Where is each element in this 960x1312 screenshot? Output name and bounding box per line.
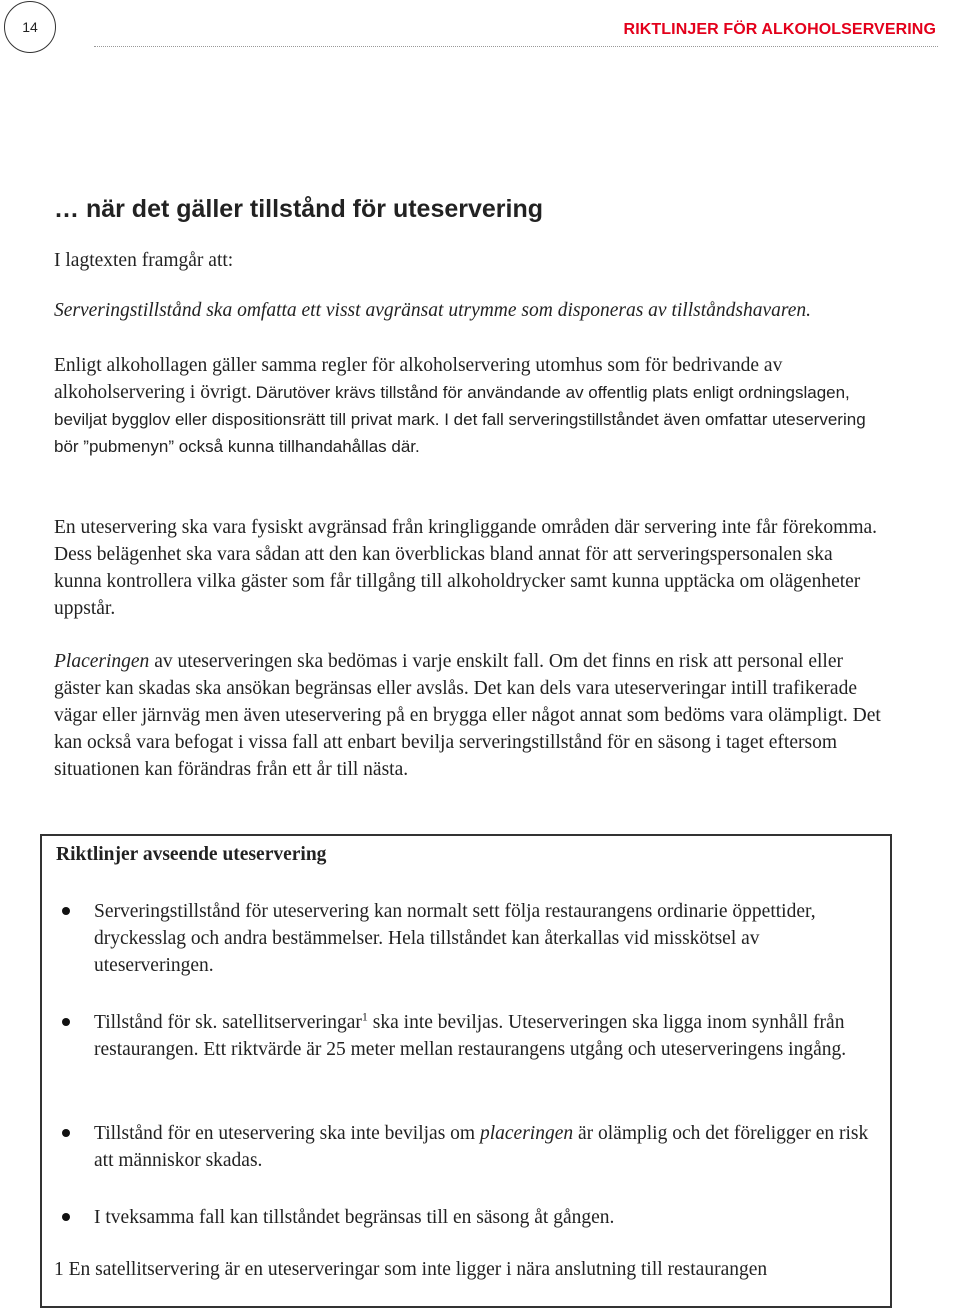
- guideline-text-part: ska inte beviljas. Uteserveringen ska ligga inom synhåll från restaurangen. Ett riktvärde är 25 meter mellan restaurangens utgång och uteserveringens ingång.: [94, 1012, 847, 1060]
- running-title: RIKTLINJER FÖR ALKOHOLSERVERING: [623, 21, 936, 38]
- placement-rest: av uteserveringen ska bedömas i varje enskilt fall. Om det finns en risk att personal eller gäster kan skadas ska ansökan begränsas eller avslås. Det kan dels vara uteserveringar intill trafikerade vägar eller järnväg men även uteservering på en brygga eller något annat som bedöms vara olämpligt. Det kan också vara befogat i vissa fall att enbart bevilja serveringstillstånd för en säsong i taget eftersom situationen kan förändras från ett år till nästa.: [54, 651, 881, 780]
- guideline-text-part: är olämplig och det föreligger en risk att människor skadas.: [94, 1123, 869, 1171]
- page-number: 14: [22, 19, 38, 35]
- footnote-mark: 1: [54, 1259, 64, 1280]
- paragraph-placement: [54, 648, 884, 783]
- section-heading: … när det gäller tillstånd för uteservering: [54, 195, 544, 223]
- footnote-reference: 1: [361, 1009, 368, 1024]
- guideline-text: [94, 1120, 884, 1174]
- paragraph-alcohol-law-serif: Enligt alkohollagen gäller samma regler för alkoholservering utomhus som för bedrivande av alkoholservering i övrigt.: [54, 355, 783, 403]
- guideline-text-part: Tillstånd för en uteservering ska inte beviljas om: [94, 1123, 480, 1144]
- page-number-badge: [4, 1, 56, 53]
- guideline-text: [94, 1009, 884, 1063]
- bullet-icon: [62, 1018, 70, 1026]
- guideline-italic: placeringen: [479, 1123, 574, 1144]
- header-dotted-rule: [94, 46, 938, 47]
- guideline-text-part: Tillstånd för sk. satellitserveringar: [94, 1012, 362, 1033]
- guideline-text: I tveksamma fall kan tillståndet begränsas till en säsong åt gången.: [94, 1207, 615, 1228]
- footnote: [54, 1256, 874, 1283]
- paragraph-alcohol-law-sans: Därutöver krävs tillstånd för användande av offentlig plats enligt ordningslagen, beviljat bygglov eller dispositionsrätt till privat mark. I det fall serveringstillståndet även omfattar uteservering bör ”pubmenyn” också kunna tillhandahållas där.: [54, 383, 866, 456]
- guidelines-box: [40, 834, 892, 1308]
- paragraph-alcohol-law: [54, 352, 884, 460]
- bullet-icon: [62, 1213, 70, 1221]
- law-quote: Serveringstillstånd ska omfatta ett visst avgränsat utrymme som disponeras av tillståndshavaren.: [54, 300, 812, 321]
- bullet-icon: [62, 1129, 70, 1137]
- guidelines-title: Riktlinjer avseende uteservering: [56, 844, 327, 865]
- paragraph-delimitation: En uteservering ska vara fysiskt avgränsad från kringliggande områden där servering inte får förekomma. Dess belägenhet ska vara sådan att den kan överblickas bland annat för att serveringspersonalen ska kunna kontrollera vilka gäster som får tillgång till alkoholdrycker samt kunna upptäcka om olägenheter uppstår.: [54, 517, 878, 619]
- bullet-icon: [62, 907, 70, 915]
- footnote-text: En satellitservering är en uteserveringar som inte ligger i nära anslutning till restaurangen: [63, 1259, 768, 1280]
- intro-text: I lagtexten framgår att:: [54, 250, 234, 271]
- guideline-text: Serveringstillstånd för uteservering kan normalt sett följa restaurangens ordinarie öppettider, dryckesslag och andra bestämmelser. Hela tillståndet kan återkallas vid misskötsel av uteserveringen.: [94, 901, 816, 976]
- placement-italic: Placeringen: [54, 651, 150, 672]
